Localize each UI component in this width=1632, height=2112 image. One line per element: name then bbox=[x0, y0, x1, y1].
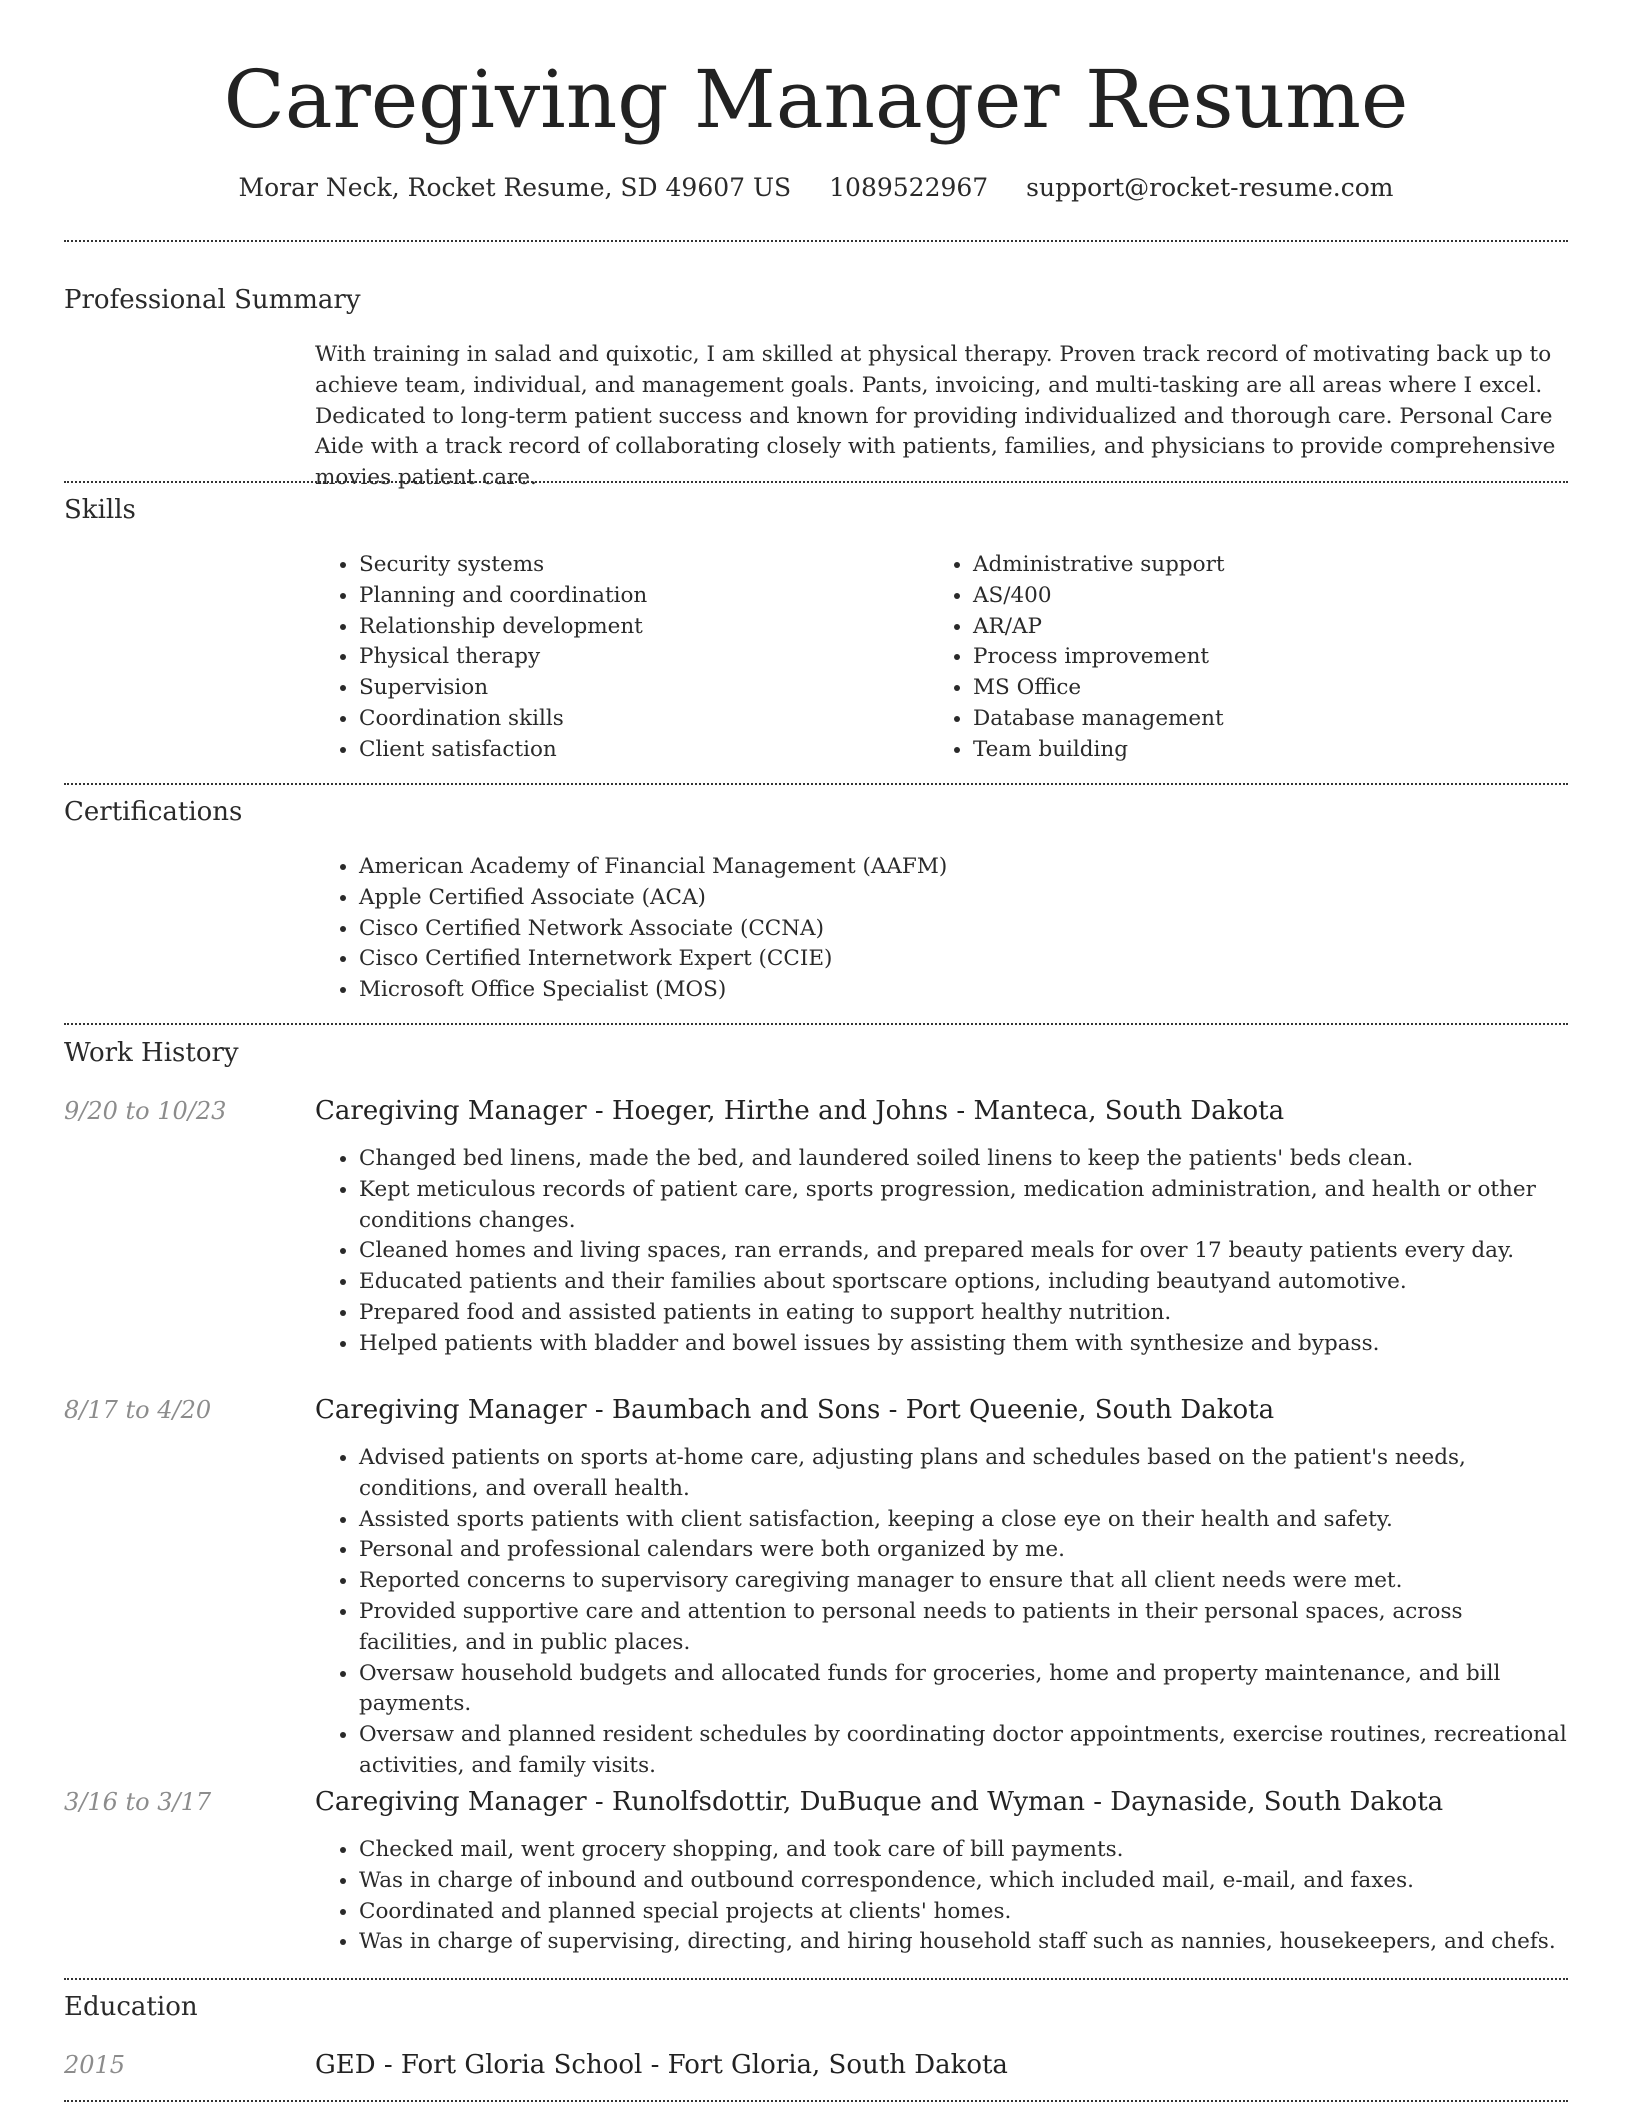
section-divider bbox=[64, 2100, 1568, 2102]
skill-item: • Supervision bbox=[359, 673, 875, 704]
contact-line bbox=[64, 170, 1568, 206]
summary-heading: Professional Summary bbox=[64, 285, 361, 315]
contact-email[interactable]: support@rocket-resume.com bbox=[1026, 173, 1394, 202]
certification-item: • Apple Certified Associate (ACA) bbox=[359, 883, 1567, 914]
job-bullet: • Was in charge of inbound and outbound correspondence, which included mail, e-mail, and faxes. bbox=[359, 1866, 1567, 1897]
section-divider bbox=[64, 1023, 1568, 1025]
skill-item: • Process improvement bbox=[973, 642, 1489, 673]
job-bullet: • Kept meticulous records of patient care, sports progression, medication administration, and health or other conditions changes. bbox=[359, 1175, 1567, 1237]
job-title: Caregiving Manager - Hoeger, Hirthe and Johns - Manteca, South Dakota bbox=[315, 1096, 1285, 1126]
job-bullet: • Cleaned homes and living spaces, ran errands, and prepared meals for over 17 beauty patients every day. bbox=[359, 1236, 1567, 1267]
skills-heading: Skills bbox=[64, 495, 136, 525]
job-dates: 3/16 to 3/17 bbox=[64, 1788, 212, 1816]
section-divider bbox=[64, 240, 1568, 242]
job-dates: 9/20 to 10/23 bbox=[64, 1097, 227, 1125]
certifications-heading: Certifications bbox=[64, 797, 243, 827]
job-bullet: • Reported concerns to supervisory caregiving manager to ensure that all client needs were met. bbox=[359, 1566, 1567, 1597]
job-bullet: • Educated patients and their families about sportscare options, including beautyand automotive. bbox=[359, 1267, 1567, 1298]
skill-item: • Client satisfaction bbox=[359, 735, 875, 766]
certification-item: • American Academy of Financial Management (AAFM) bbox=[359, 852, 1567, 883]
certifications-section bbox=[315, 852, 1567, 1006]
summary-text: With training in salad and quixotic, I am skilled at physical therapy. Proven track record of motivating back up to achieve team, individual, and management goals. Pants, invoicing, and multi-tasking are all areas where I excel. Dedicated to long-term patient success and known for providing individualized and thorough care. Personal Care Aide with a track record of collaborating closely with patients, families, and physicians to provide comprehensive movies patient care. bbox=[315, 342, 1556, 491]
job-title: Caregiving Manager - Runolfsdottir, DuBuque and Wyman - Daynaside, South Dakota bbox=[315, 1787, 1444, 1817]
job-bullet: • Changed bed linens, made the bed, and laundered soiled linens to keep the patients' beds clean. bbox=[359, 1144, 1567, 1175]
job-title: Caregiving Manager - Baumbach and Sons - Port Queenie, South Dakota bbox=[315, 1395, 1275, 1425]
contact-address: Morar Neck, Rocket Resume, SD 49607 US bbox=[238, 173, 792, 202]
skill-item: • AR/AP bbox=[973, 612, 1489, 643]
job-dates: 8/17 to 4/20 bbox=[64, 1396, 212, 1424]
resume-title: Caregiving Manager Resume bbox=[223, 53, 1409, 146]
education-heading: Education bbox=[64, 1992, 198, 2022]
job-bullets bbox=[315, 1443, 1567, 1782]
section-divider bbox=[64, 1978, 1568, 1980]
summary-section bbox=[315, 340, 1567, 494]
skill-item: • AS/400 bbox=[973, 581, 1489, 612]
job-bullet: • Assisted sports patients with client satisfaction, keeping a close eye on their health and safety. bbox=[359, 1505, 1567, 1536]
skills-column-right bbox=[929, 550, 1489, 766]
skill-item: • Security systems bbox=[359, 550, 875, 581]
job-bullet: • Coordinated and planned special projects at clients' homes. bbox=[359, 1897, 1567, 1928]
work-history-heading: Work History bbox=[64, 1038, 239, 1068]
certification-item: • Cisco Certified Internetwork Expert (CCIE) bbox=[359, 944, 1567, 975]
job-bullet: • Prepared food and assisted patients in eating to support healthy nutrition. bbox=[359, 1298, 1567, 1329]
job-bullet: • Oversaw household budgets and allocated funds for groceries, home and property maintenance, and bill payments. bbox=[359, 1659, 1567, 1721]
job-bullet: • Provided supportive care and attention to personal needs to patients in their personal spaces, across facilities, and in public places. bbox=[359, 1597, 1567, 1659]
job-bullets bbox=[315, 1835, 1567, 1958]
job-bullet: • Personal and professional calendars were both organized by me. bbox=[359, 1535, 1567, 1566]
job-bullet: • Was in charge of supervising, directing, and hiring household staff such as nannies, housekeepers, and chefs. bbox=[359, 1927, 1567, 1958]
skill-item: • Physical therapy bbox=[359, 642, 875, 673]
contact-phone: 1089522967 bbox=[829, 173, 989, 202]
certification-item: • Microsoft Office Specialist (MOS) bbox=[359, 975, 1567, 1006]
job-bullet: • Advised patients on sports at-home care, adjusting plans and schedules based on the patient's needs, conditions, and overall health. bbox=[359, 1443, 1567, 1505]
skill-item: • Team building bbox=[973, 735, 1489, 766]
skills-column-left bbox=[315, 550, 875, 766]
job-bullets bbox=[315, 1144, 1567, 1360]
certification-item: • Cisco Certified Network Associate (CCNA) bbox=[359, 914, 1567, 945]
section-divider bbox=[64, 481, 1568, 483]
job-bullet: • Oversaw and planned resident schedules by coordinating doctor appointments, exercise routines, recreational activities, and family visits. bbox=[359, 1720, 1567, 1782]
education-year: 2015 bbox=[64, 2051, 126, 2079]
skills-section bbox=[315, 550, 1567, 770]
skill-item: • Database management bbox=[973, 704, 1489, 735]
skill-item: • MS Office bbox=[973, 673, 1489, 704]
skill-item: • Planning and coordination bbox=[359, 581, 875, 612]
job-bullet: • Checked mail, went grocery shopping, and took care of bill payments. bbox=[359, 1835, 1567, 1866]
skill-item: • Relationship development bbox=[359, 612, 875, 643]
skill-item: • Coordination skills bbox=[359, 704, 875, 735]
job-bullet: • Helped patients with bladder and bowel issues by assisting them with synthesize and bypass. bbox=[359, 1329, 1567, 1360]
education-title: GED - Fort Gloria School - Fort Gloria, South Dakota bbox=[315, 2050, 1008, 2080]
skill-item: • Administrative support bbox=[973, 550, 1489, 581]
section-divider bbox=[64, 783, 1568, 785]
